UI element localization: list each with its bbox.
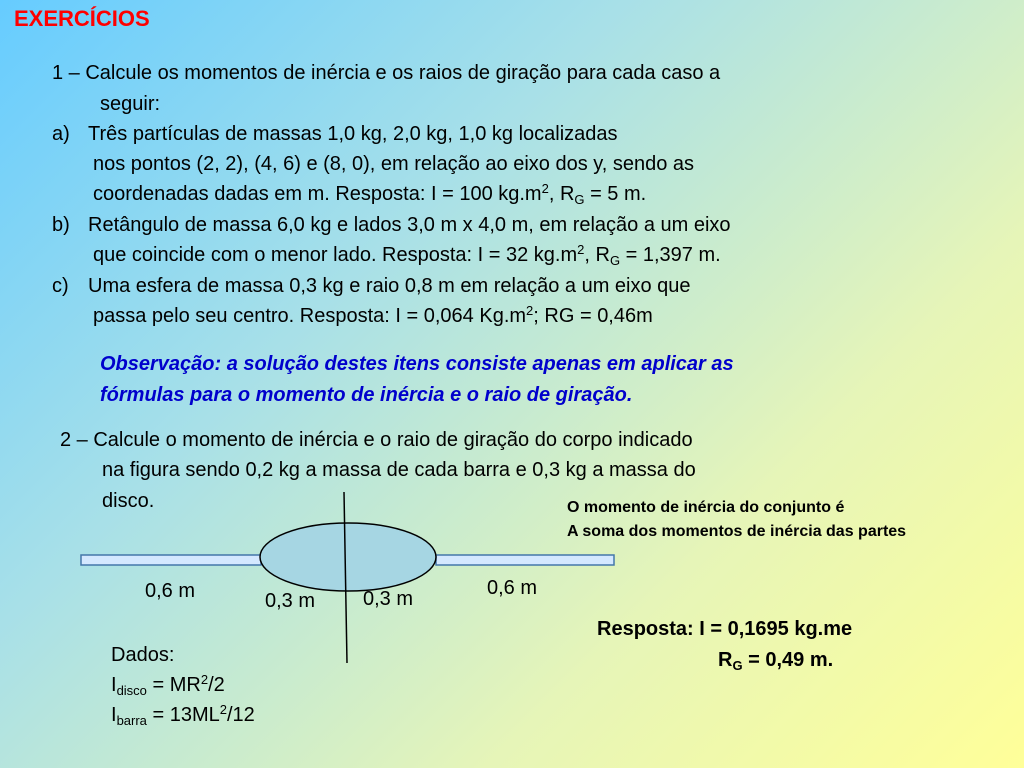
q1-b-label: b) <box>52 214 70 236</box>
q1-b-line2: que coincide com o menor lado. Resposta: I = 32 $kg.m^2$, $R_G = 1,397$ m. <box>93 242 721 268</box>
label-left-bar-length: 0,6 m <box>145 580 196 602</box>
note-line2: A soma dos momentos de inércia das partes <box>567 523 907 540</box>
q2-line1: 2 – Calcule o momento de inércia e o raio de giração do corpo indicado <box>60 429 693 451</box>
q1-line2: seguir: <box>100 93 161 115</box>
q1-b-line1: Retângulo de massa 6,0 kg e lados 3,0 m x 4,0 m, em relação a um eixo <box>88 214 731 236</box>
q1-c-line1: Uma esfera de massa 0,3 kg e raio 0,8 m em relação a um eixo que <box>88 275 691 297</box>
dados-heading: Dados: <box>111 644 175 666</box>
q1-line1: 1 – Calcule os momentos de inércia e os raios de giração para cada caso a <box>52 62 721 84</box>
disc <box>260 523 436 591</box>
answer-line2: $R_G = 0,49$ m. <box>718 649 834 673</box>
label-right-bar-length: 0,6 m <box>487 577 538 599</box>
slide-title: EXERCÍCIOS <box>14 6 150 31</box>
note-line1: O momento de inércia do conjunto é <box>567 499 845 516</box>
q1-a-line1: Três partículas de massas 1,0 kg, 2,0 kg, 1,0 kg localizadas <box>88 123 618 145</box>
left-bar <box>81 555 261 565</box>
q1-c-line2: passa pelo seu centro. Resposta: I = 0,064 $Kg.m^2$; RG = 0,46m <box>93 303 653 327</box>
label-right-disc-radius: 0,3 m <box>363 588 414 610</box>
label-left-disc-radius: 0,3 m <box>265 590 316 612</box>
q1-a-line3: coordenadas dadas em m. Resposta: I = 100 $kg.m^2$, $R_G = 5$ m. <box>93 181 647 207</box>
dados-disco-formula: $I_{disco} = MR^2/2$ <box>111 672 225 698</box>
q1-c-label: c) <box>52 275 69 297</box>
q2-line2: na figura sendo 0,2 kg a massa de cada barra e 0,3 kg a massa do <box>102 459 696 481</box>
dados-barra-formula: $I_{barra} = 13ML^2/12$ <box>111 702 255 728</box>
q2-line3: disco. <box>102 490 155 512</box>
answer-line1: Resposta: I = 0,1695 kg.me <box>597 618 853 640</box>
right-bar <box>436 555 614 565</box>
observation-line1: Observação: a solução destes itens consiste apenas em aplicar as <box>100 353 734 375</box>
observation-line2: fórmulas para o momento de inércia e o raio de giração. <box>100 384 633 406</box>
q1-a-label: a) <box>52 123 70 145</box>
q1-a-line2: nos pontos (2, 2), (4, 6) e (8, 0), em relação ao eixo dos y, sendo as <box>93 153 695 175</box>
